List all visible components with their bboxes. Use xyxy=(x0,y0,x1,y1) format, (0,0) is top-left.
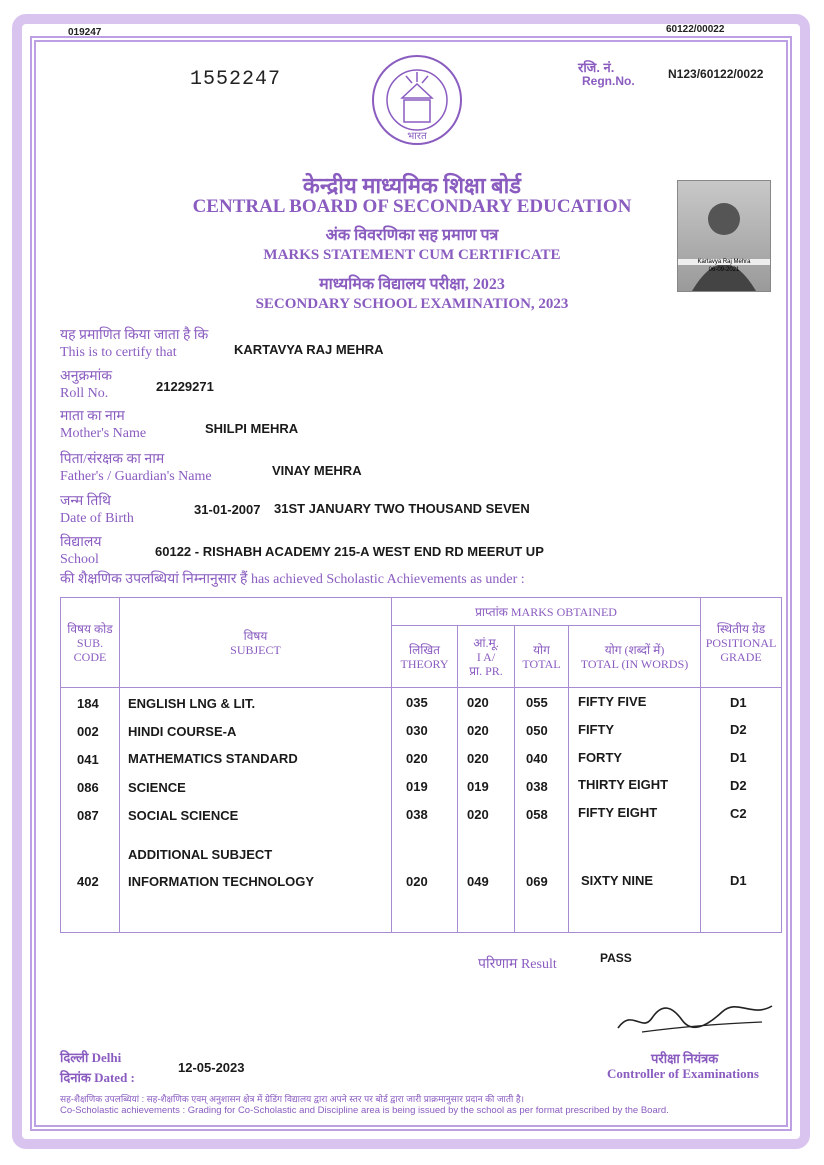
ia-marks: 020 xyxy=(467,723,489,738)
place-en: Delhi xyxy=(91,1050,122,1065)
result-label-en: Result xyxy=(520,957,557,972)
certificate-title-english: MARKS STATEMENT CUM CERTIFICATE xyxy=(263,247,561,263)
header-grade xyxy=(701,598,782,688)
controller-signature xyxy=(612,988,782,1038)
theory-marks: 020 xyxy=(406,874,428,889)
header-marks-hi: प्राप्तांक xyxy=(475,604,508,619)
total-in-words: FORTY xyxy=(578,750,623,765)
result-value: PASS xyxy=(600,951,632,965)
subject-name: MATHEMATICS STANDARD xyxy=(128,751,298,766)
total-marks: 040 xyxy=(526,751,548,766)
header-marks-obtained xyxy=(392,598,701,626)
board-name-hindi: केन्द्रीय माध्यमिक शिक्षा बोर्ड xyxy=(302,173,522,198)
header-theory-hi: लिखित xyxy=(408,642,440,657)
subject-name: SOCIAL SCIENCE xyxy=(128,808,239,823)
controller-title-hi: परीक्षा नियंत्रक xyxy=(651,1051,719,1066)
subject-code: 086 xyxy=(77,780,99,795)
header-total xyxy=(515,626,569,688)
total-in-words: FIFTY FIVE xyxy=(578,694,647,709)
roll-number: 21229271 xyxy=(156,379,214,394)
regn-number: N123/60122/0022 xyxy=(668,67,764,81)
roll-label-hi: अनुक्रमांक xyxy=(60,369,112,384)
header-code-hi: विषय कोड xyxy=(67,621,113,636)
top-right-code: 60122/00022 xyxy=(666,24,725,35)
total-marks: 058 xyxy=(526,807,548,822)
ia-marks: 020 xyxy=(467,695,489,710)
ia-marks: 049 xyxy=(467,874,489,889)
theory-marks: 038 xyxy=(406,807,428,822)
certify-label-en: This is to certify that xyxy=(60,345,177,360)
place xyxy=(60,1048,121,1066)
total-in-words: SIXTY NINE xyxy=(581,873,654,888)
theory-marks: 030 xyxy=(406,723,428,738)
theory-marks: 020 xyxy=(406,751,428,766)
footer-note-hindi: सह-शैक्षणिक उपलब्धियां : सह-शैक्षणिक एवम् अनुशासन क्षेत्र में ग्रेडिंग विद्यालय द्वारा अपने स्तर पर बोर्ड द्वारा जारी प्राक्रमानुसार प्रदान की जाती है। xyxy=(60,1094,525,1104)
header-words-en: TOTAL (IN WORDS) xyxy=(580,656,689,671)
positional-grade: D2 xyxy=(730,778,747,793)
ia-marks: 020 xyxy=(467,751,489,766)
photo-caption: Kartavya Raj Mehra xyxy=(678,259,770,265)
header-subject-en: SUBJECT xyxy=(230,642,281,657)
father-label-hi: पिता/संरक्षक का नाम xyxy=(60,452,165,467)
issue-date: 12-05-2023 xyxy=(178,1060,245,1075)
subject-code: 087 xyxy=(77,808,99,823)
achievements-intro-hi: की शैक्षणिक उपलब्धियां निम्नानुसार हैं xyxy=(60,572,248,587)
father-label-en: Father's / Guardian's Name xyxy=(60,469,212,484)
result-label-hi: परिणाम xyxy=(478,957,518,972)
mother-name: SHILPI MEHRA xyxy=(205,421,299,436)
exam-title-hindi: माध्यमिक विद्यालय परीक्षा, 2023 xyxy=(319,276,505,293)
total-marks: 069 xyxy=(526,874,548,889)
total-in-words: FIFTY xyxy=(578,722,615,737)
header-ia-en: I A/ xyxy=(476,649,496,664)
exam-title-english: SECONDARY SCHOOL EXAMINATION, 2023 xyxy=(255,296,569,312)
positional-grade: D1 xyxy=(730,873,747,888)
positional-grade: D1 xyxy=(730,750,747,765)
footer-note-english: Co-Scholastic achievements : Grading for Co-Scholastic and Discipline area is being issued by the school as per format prescribed by the Board. xyxy=(60,1105,669,1116)
header-theory xyxy=(392,626,458,688)
subject-code: 184 xyxy=(77,696,99,711)
header-subject-hi: विषय xyxy=(243,628,268,643)
header-words-hi: योग (शब्दों में) xyxy=(604,642,665,657)
positional-grade: D2 xyxy=(730,722,747,737)
result-label xyxy=(478,957,557,973)
additional-subject-label: ADDITIONAL SUBJECT xyxy=(128,847,273,862)
dob-in-words: 31ST JANUARY TWO THOUSAND SEVEN xyxy=(274,501,530,516)
theory-marks: 019 xyxy=(406,779,428,794)
total-marks: 050 xyxy=(526,723,548,738)
serial-number: 1552247 xyxy=(190,68,282,91)
subject-code: 002 xyxy=(77,724,99,739)
positional-grade: C2 xyxy=(730,806,747,821)
total-in-words: FIFTY EIGHT xyxy=(578,805,658,820)
certify-label-hi: यह प्रमाणित किया जाता है कि xyxy=(60,328,209,343)
header-total-words xyxy=(569,626,701,688)
header-ia-pr: प्रा. PR. xyxy=(469,663,503,678)
school-label-en: School xyxy=(60,552,99,567)
subject-code: 041 xyxy=(77,752,99,767)
dated-label xyxy=(60,1068,135,1086)
place-hi: दिल्ली xyxy=(60,1050,89,1065)
certificate-title-hindi: अंक विवरणिका सह प्रमाण पत्र xyxy=(325,227,499,244)
regn-label-hi: रजि. नं. xyxy=(578,60,615,75)
total-marks: 038 xyxy=(526,779,548,794)
dob-label-hi: जन्म तिथि xyxy=(60,494,111,509)
subject-name: ENGLISH LNG & LIT. xyxy=(128,696,256,711)
header-total-hi: योग xyxy=(533,642,550,657)
cbse-emblem xyxy=(368,52,466,160)
subject-name: HINDI COURSE-A xyxy=(128,724,237,739)
header-sub-code xyxy=(61,598,120,688)
dated-label-hi: दिनांक xyxy=(60,1070,91,1085)
subject-code: 402 xyxy=(77,874,99,889)
theory-marks: 035 xyxy=(406,695,428,710)
header-subject xyxy=(120,598,392,688)
header-code-en: SUB. CODE xyxy=(73,635,107,664)
board-name-english: CENTRAL BOARD OF SECONDARY EDUCATION xyxy=(192,196,632,217)
controller-title-en: Controller of Examinations xyxy=(607,1066,759,1081)
positional-grade: D1 xyxy=(730,695,747,710)
mother-label-hi: माता का नाम xyxy=(60,409,125,424)
school-label-hi: विद्यालय xyxy=(60,535,102,550)
achievements-intro-en: has achieved Scholastic Achievements as under : xyxy=(250,572,525,587)
header-ia-hi: आं.मू. xyxy=(473,635,499,650)
total-marks: 055 xyxy=(526,695,548,710)
subject-name: INFORMATION TECHNOLOGY xyxy=(128,874,315,889)
header-grade-en: POSITIONAL GRADE xyxy=(705,635,777,664)
photo-date: 06-09-2021 xyxy=(708,267,740,273)
regn-label-en: Regn.No. xyxy=(582,74,635,88)
header-ia xyxy=(458,626,515,688)
mother-label-en: Mother's Name xyxy=(60,426,147,441)
header-marks-en: MARKS OBTAINED xyxy=(510,604,617,619)
header-theory-en: THEORY xyxy=(400,656,449,671)
roll-label-en: Roll No. xyxy=(60,386,109,401)
student-photo xyxy=(677,180,771,292)
dob-label-en: Date of Birth xyxy=(60,511,134,526)
ia-marks: 020 xyxy=(467,807,489,822)
subject-name: SCIENCE xyxy=(128,780,186,795)
achievements-intro xyxy=(60,572,525,588)
top-left-code: 019247 xyxy=(68,27,102,38)
emblem-label: भारत xyxy=(407,131,427,142)
header-grade-hi: स्थितीय ग्रेड xyxy=(716,621,766,636)
dated-label-en: Dated : xyxy=(94,1070,135,1085)
dob-value: 31-01-2007 xyxy=(194,502,261,517)
father-name: VINAY MEHRA xyxy=(272,463,362,478)
school-name: 60122 - RISHABH ACADEMY 215-A WEST END RD MEERUT UP xyxy=(155,544,544,559)
total-in-words: THIRTY EIGHT xyxy=(578,777,669,792)
student-name: KARTAVYA RAJ MEHRA xyxy=(234,342,384,357)
header-total-en: TOTAL xyxy=(522,656,561,671)
ia-marks: 019 xyxy=(467,779,489,794)
